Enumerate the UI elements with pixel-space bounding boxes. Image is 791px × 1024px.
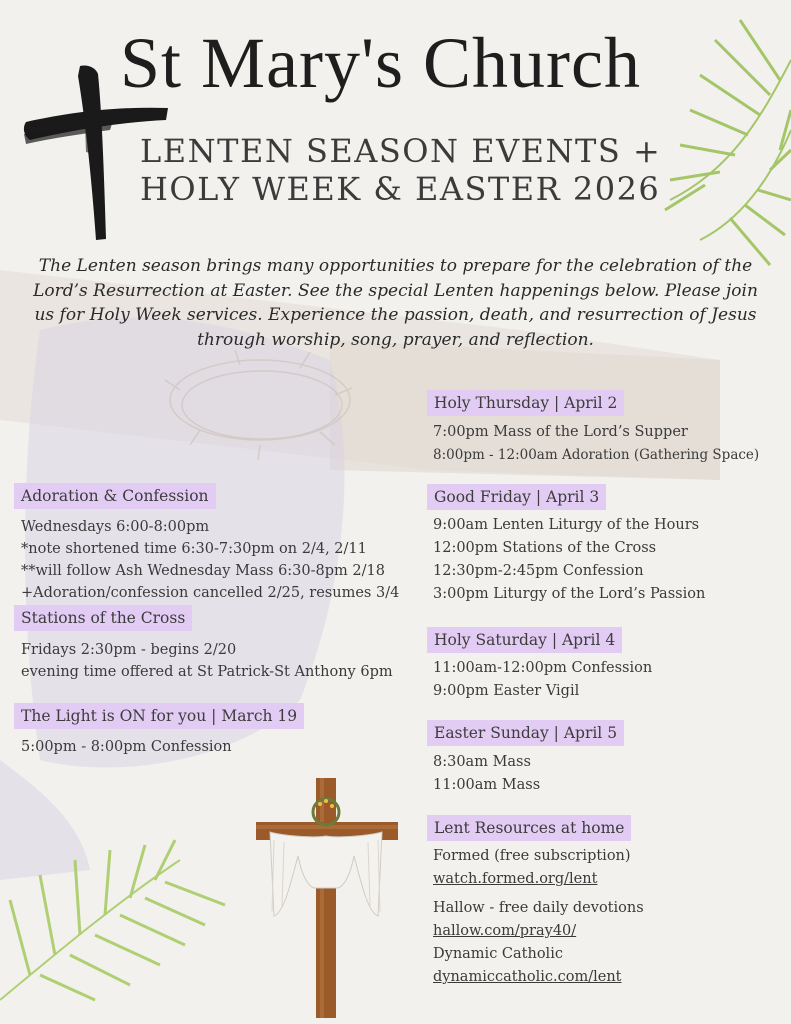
easter-sunday-details (433, 751, 540, 797)
detail-line: 3:00pm Liturgy of the Lord’s Passion (433, 586, 706, 602)
detail-line: Wednesdays 6:00-8:00pm (21, 519, 210, 535)
formed-label: Formed (free subscription) (433, 848, 631, 864)
detail-line: 11:00am-12:00pm Confession (433, 660, 653, 676)
detail-line: 5:00pm - 8:00pm Confession (21, 739, 232, 755)
good-friday-heading: Good Friday | April 3 (427, 484, 606, 510)
stations-details (21, 639, 393, 683)
detail-line: 11:00am Mass (433, 777, 541, 793)
detail-line: 12:30pm-2:45pm Confession (433, 563, 644, 579)
detail-line: 12:00pm Stations of the Cross (433, 540, 657, 556)
detail-line: 7:00pm Mass of the Lord’s Supper (433, 424, 688, 440)
dynamic-catholic-label: Dynamic Catholic (433, 946, 563, 962)
light-details (21, 736, 232, 758)
detail-line: 8:00pm - 12:00am Adoration (Gathering Space) (433, 447, 760, 463)
wooden-cross-icon (254, 776, 400, 1020)
detail-line: +Adoration/confession cancelled 2/25, resumes 3/4 (21, 585, 400, 601)
hallow-link[interactable]: hallow.com/pray40/ (433, 923, 577, 939)
detail-line: 8:30am Mass (433, 754, 531, 770)
subtitle-line-1: LENTEN SEASON EVENTS + (140, 132, 662, 170)
detail-line: evening time offered at St Patrick-St Anthony 6pm (21, 664, 393, 680)
formed-link[interactable]: watch.formed.org/lent (433, 871, 598, 887)
detail-line: Fridays 2:30pm - begins 2/20 (21, 642, 237, 658)
palm-frond-icon (665, 20, 791, 265)
intro-paragraph: The Lenten season brings many opportunities to prepare for the celebration of the Lord’s Resurrection at Easter. See the special Lenten happenings below. Please join us for Holy Week services. Experience the passion, death, and resurrection of Jesus through worship, song, prayer, and reflection. (33, 256, 758, 350)
adoration-heading: Adoration & Confession (14, 483, 216, 509)
holy-thursday-details (433, 421, 759, 467)
detail-line: 9:00pm Easter Vigil (433, 683, 580, 699)
resources-details (433, 845, 644, 989)
hallow-label: Hallow - free daily devotions (433, 900, 644, 916)
holy-thursday-heading: Holy Thursday | April 2 (427, 390, 624, 416)
stations-heading: Stations of the Cross (14, 605, 192, 631)
good-friday-details (433, 514, 705, 606)
light-heading: The Light is ON for you | March 19 (14, 703, 304, 729)
detail-line: *note shortened time 6:30-7:30pm on 2/4, 2/11 (21, 541, 367, 557)
holy-saturday-heading: Holy Saturday | April 4 (427, 627, 622, 653)
subtitle-line-2: HOLY WEEK & EASTER 2026 (140, 170, 661, 208)
easter-sunday-heading: Easter Sunday | April 5 (427, 720, 624, 746)
resources-heading: Lent Resources at home (427, 815, 631, 841)
page-subtitle (140, 132, 661, 208)
dynamic-catholic-link[interactable]: dynamiccatholic.com/lent (433, 969, 622, 985)
adoration-details (21, 516, 399, 604)
detail-line: **will follow Ash Wednesday Mass 6:30-8pm 2/18 (21, 563, 385, 579)
page-title: St Mary's Church (120, 23, 641, 103)
detail-line: 9:00am Lenten Liturgy of the Hours (433, 517, 700, 533)
holy-saturday-details (433, 657, 652, 703)
